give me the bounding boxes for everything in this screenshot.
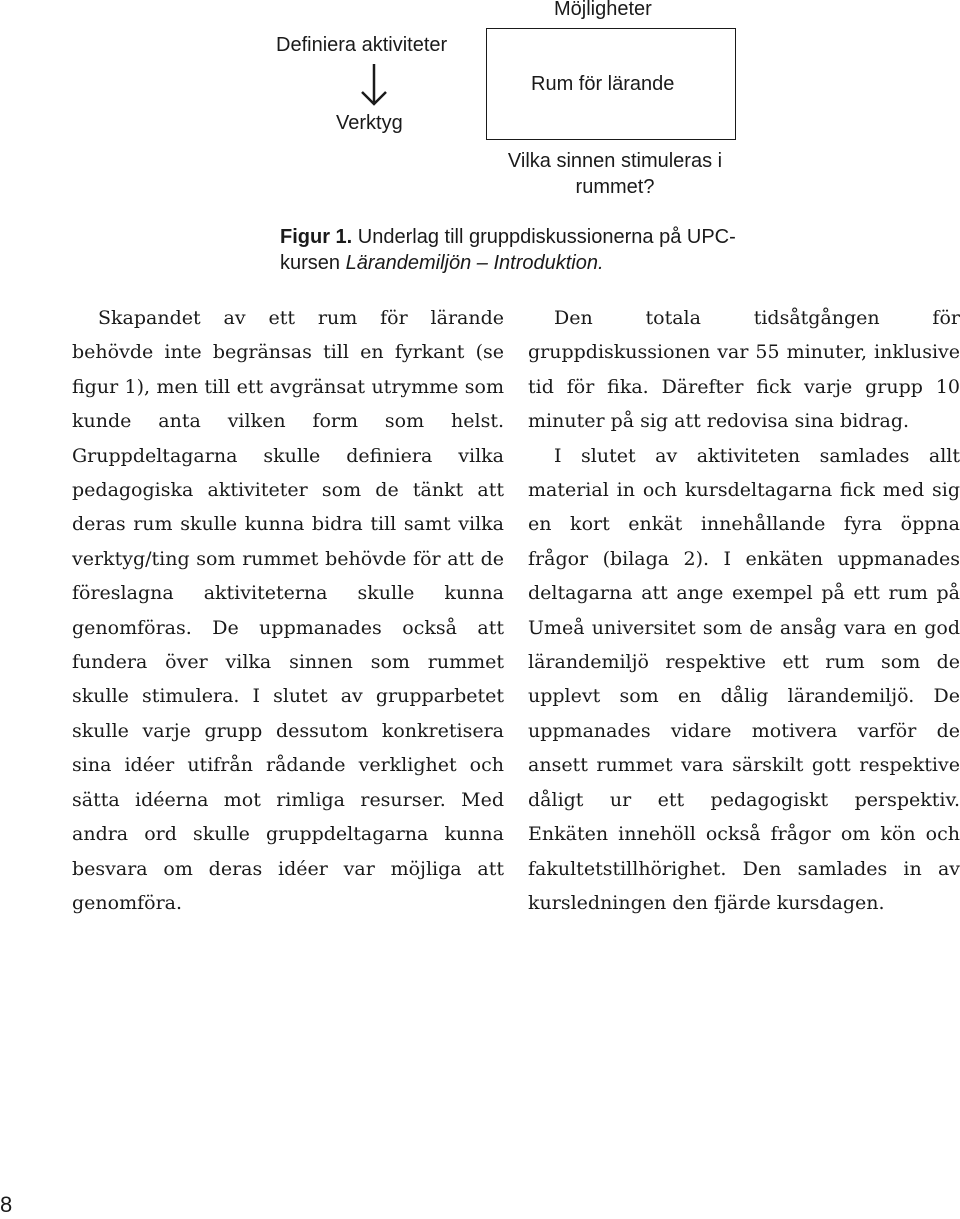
paragraph: Den totala tidsåtgången för gruppdiskussionen var 55 minuter, inklusive tid för fika. Därefter fick varje grupp 10 minuter på sig att redovisa sina bidrag. xyxy=(528,307,960,433)
label-define-activities: Definiera aktiviteter xyxy=(276,34,448,56)
caption-course-title: Lärandemiljön – Introduktion. xyxy=(345,252,604,274)
label-possibilities: Möjligheter xyxy=(554,0,652,20)
paragraph: I slutet av aktiviteten samlades allt material in och kursdeltagarna fick med sig en kort enkät innehållande fyra öppna frågor (bilaga 2). I enkäten uppmanades deltagarna att ange exempel på ett rum på Umeå universitet som de ansåg vara en god lärandemiljö respektive ett rum som de upplevt som en dålig lärandemiljö. De uppmanades vidare motivera varför de ansett rummet vara särskilt gott respektive dåligt ur ett pedagogiskt perspektiv. Enkäten innehöll också frågor om kön och fakultetstillhörighet. Den samlades in av kursledningen den fjärde kursdagen. xyxy=(528,444,960,914)
left-column xyxy=(72,301,504,920)
label-senses: Vilka sinnen stimuleras i rummet? xyxy=(507,150,723,198)
arrow-down-icon xyxy=(358,62,390,108)
figure-caption xyxy=(280,224,780,276)
caption-text: Underlag till gruppdiskussionerna på UPC-kursen xyxy=(280,226,736,274)
label-room-for-learning: Rum för lärande xyxy=(531,73,675,95)
caption-number: Figur 1. xyxy=(280,226,353,248)
right-column xyxy=(528,301,960,920)
page-number: 8 xyxy=(0,1192,13,1217)
paragraph: Skapandet av ett rum för lärande behövde inte begränsas till en fyrkant (se figur 1), men till ett avgränsat utrymme som kunde anta vilken form som helst. Gruppdeltagarna skulle definiera vilka pedagogiska aktiviteter som de tänkt att deras rum skulle kunna bidra till samt vilka verktyg/ting som rummet behövde för att de föreslagna aktiviteterna skulle kunna genomföras. De uppmanades också att fundera över vilka sinnen som rummet skulle stimulera. I slutet av grupparbetet skulle varje grupp dessutom konkretisera sina idéer utifrån rådande verklighet och sätta idéerna mot rimliga resurser. Med andra ord skulle gruppdeltagarna kunna besvara om deras idéer var möjliga att genomföra. xyxy=(72,307,504,914)
label-tools: Verktyg xyxy=(336,112,403,134)
